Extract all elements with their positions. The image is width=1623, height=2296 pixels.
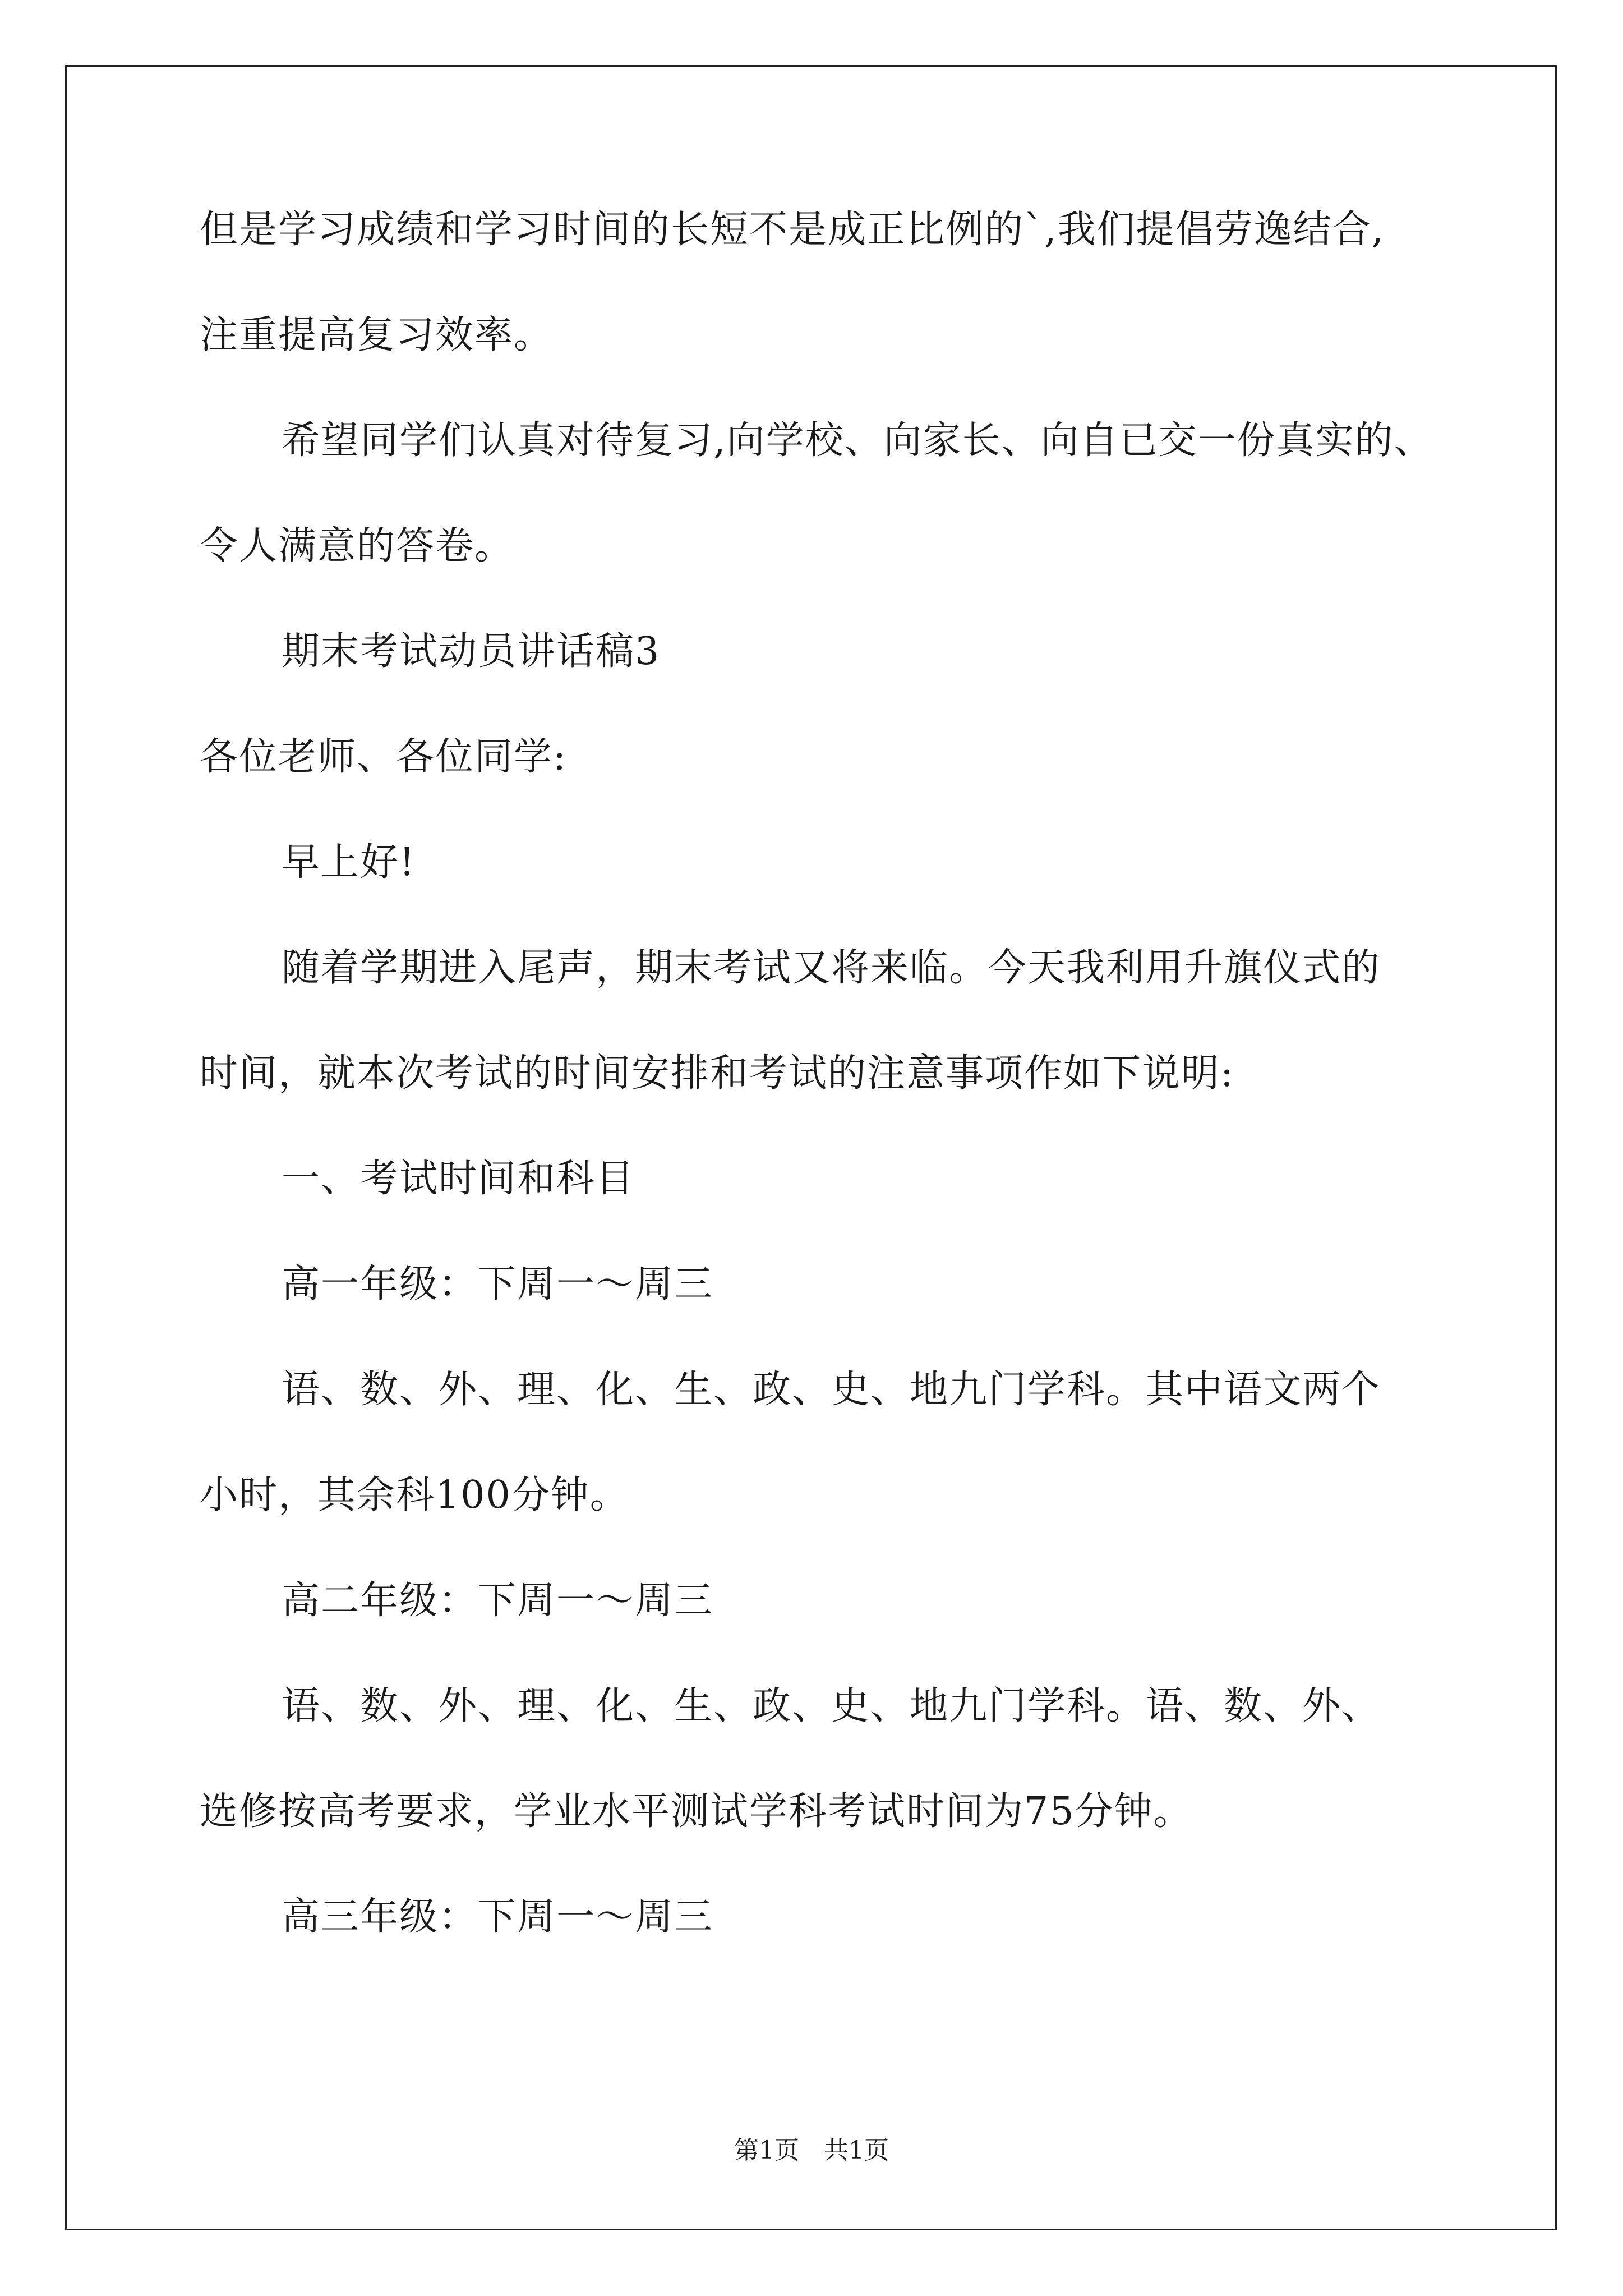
text-line: 小时，其余科100分钟。 <box>200 1473 629 1517</box>
text-line: 高二年级：下周一～周三 <box>282 1579 714 1623</box>
text-line: 希望同学们认真对待复习,向学校、向家长、向自已交一份真实的、 <box>282 418 1433 463</box>
text-line: 语、数、外、理、化、生、政、史、地九门学科。其中语文两个 <box>282 1368 1381 1412</box>
salutation: 各位老师、各位同学: <box>200 735 567 779</box>
text-line: 语、数、外、理、化、生、政、史、地九门学科。语、数、外、 <box>282 1684 1381 1728</box>
text-line: 选修按高考要求，学业水平测试学科考试时间为75分钟。 <box>200 1789 1193 1834</box>
page-footer: 第1页 共1页 <box>734 2136 889 2165</box>
text-line: 令人满意的答卷。 <box>200 524 514 568</box>
greeting: 早上好! <box>282 840 416 885</box>
text-line: 高一年级：下周一～周三 <box>282 1262 714 1306</box>
text-line: 高三年级：下周一～周三 <box>282 1895 714 1939</box>
text-line: 但是学习成绩和学习时间的长短不是成正比例的`,我们提倡劳逸结合, <box>200 208 1385 252</box>
text-line: 时间，就本次考试的时间安排和考试的注意事项作如下说明: <box>200 1051 1234 1096</box>
section-heading: 期末考试动员讲话稿3 <box>282 629 661 674</box>
text-line: 注重提高复习效率。 <box>200 313 554 357</box>
subsection-heading: 一、考试时间和科目 <box>282 1157 635 1201</box>
text-line: 随着学期进入尾声，期末考试又将来临。今天我利用升旗仪式的 <box>282 946 1381 990</box>
